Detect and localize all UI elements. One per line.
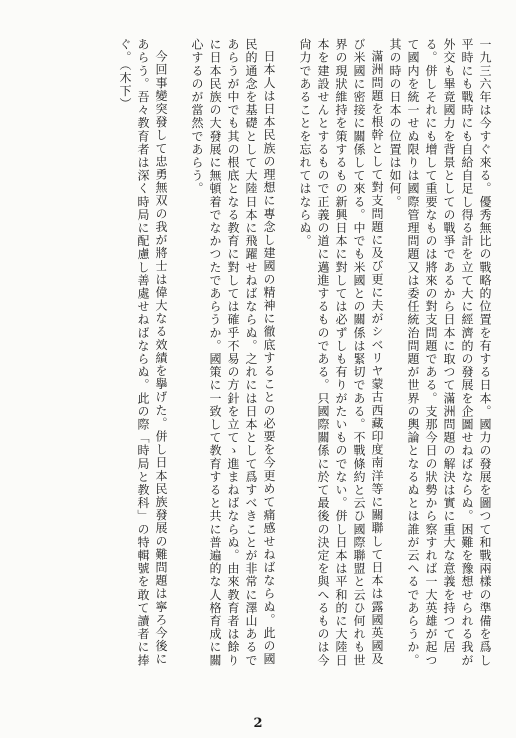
page-number: 2	[253, 716, 263, 731]
vertical-text-body	[20, 38, 494, 678]
paragraph-1936-strategy: 一九三六年は今すぐ來る。優秀無比の戰略的位置を有する日本。國力の發展を圖つて和戰兩樣の準備を爲し平時にも戰時にも自給自足し得る計を立て大に經濟的の發展を企圖せねばならぬ。困難を豫想せられる我が外交も畢竟國力を背景としての戰爭であるから日本に取つて滿洲問題の解決は實に重大な意義を持つて居る。併しそれにも增して重要なものは將來の對支問題である。支那今日の狀勢から察すれば一大英雄が起つて國内を統一せぬ限りは國際管理問題又は委任統治問題が世界の輿論となるぬとは誰が云へるであらうか。其の時の日本の位置は如何。	[388, 38, 492, 667]
paragraph-special-issue: 今回事變突發して忠勇無双の我が將士は偉大なる效績を擧げた。併し日本民族發展の難問題は寧ろ今後にあらう。吾々教育者は深く時局に配慮し善處せねばならぬ。此の際「時局と教科」の特輯號を敢て讀者に捧ぐ。（木下）	[118, 38, 168, 667]
paragraph-national-education: 日本人は日本民族の理想に專念し建國の精神に徹底することの必要を今更めて痛感せねばならぬ。此の國民的通念を基礎として大陸日本に飛躍せねばならぬ。之れには日本として爲すべきことが非常に澤山あるであらうが中でも其の根底となる教育に對しては確乎不易の方針を立てゝ進まねばならぬ。由來教育者は餘りに日本民族の大發展に無頓着でなかつたであらうか。國策に一致して教育すると共に普遍的な人格育成に關心するのが當然であらう。	[190, 38, 276, 667]
paragraph-manchuria-relations: 滿洲問題を根幹として對支問題に及び更に夫がシベリヤ蒙古西藏印度南洋等に關聯して日本は露國英國及び米國に密接に關係して來る。中でも米國との關係は緊切である。不戰條約と云ひ國際聯盟と云ひ何れも世界の現狀維持を策するもの新興日本に對しては必ずしも有りがたいものでない。併し日本は平和的に大陸日本を建設せんとするもので正義の道に邁進するものである。只國際關係に於て最後の決定を與へるものは今尙力であることを忘れてはならぬ。	[298, 38, 384, 667]
